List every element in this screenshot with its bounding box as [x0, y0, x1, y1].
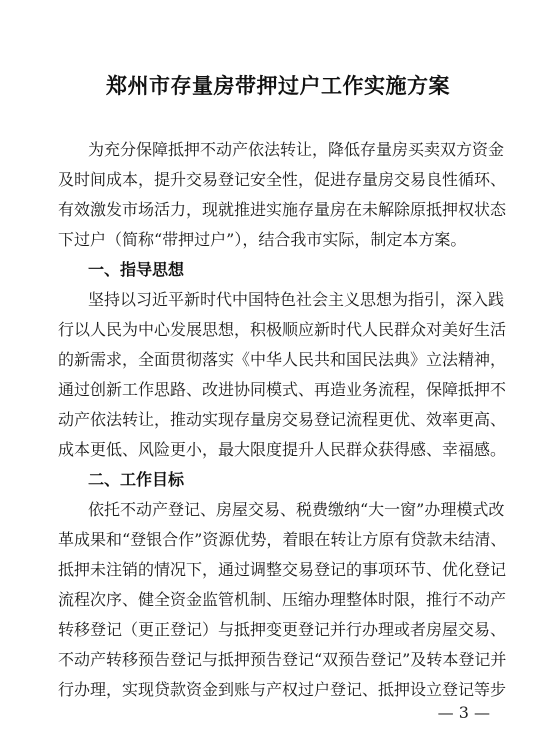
document-title: 郑州市存量房带押过户工作实施方案	[106, 73, 450, 98]
section2-line-7: 行办理，实现贷款资金到账与产权过户登记、抵押设立登记等步	[58, 680, 507, 699]
intro-line-2: 及时间成本，提升交易登记安全性，促进存量房交易良性循环、	[58, 170, 507, 189]
section2-line-6: 不动产转移预告登记与抵押预告登记“双预告登记”及转本登记并	[58, 650, 507, 669]
section2-line-3: 抵押未注销的情况下，通过调整交易登记的事项环节、优化登记	[58, 560, 507, 579]
section2-line-5: 转移登记（更正登记）与抵押变更登记并行办理或者房屋交易、	[58, 620, 507, 639]
section1-line-1: 坚持以习近平新时代中国特色社会主义思想为指引，深入践	[88, 290, 505, 309]
intro-line-3: 有效激发市场活力，现就推进实施存量房在未解除原抵押权状态	[58, 200, 507, 219]
section1-line-3: 的新需求，全面贯彻落实《中华人民共和国民法典》立法精神，	[58, 350, 507, 369]
section1-line-6: 成本更低、风险更小，最大限度提升人民群众获得感、幸福感。	[58, 440, 507, 459]
section-heading-work-goals: 二、工作目标	[88, 470, 185, 489]
section2-line-2: 革成果和“登银合作”资源优势，着眼在转让方原有贷款未结清、	[58, 530, 507, 549]
section2-line-4: 流程次序、健全资金监管机制、压缩办理整体时限，推行不动产	[58, 590, 507, 609]
section1-line-2: 行以人民为中心发展思想，积极顺应新时代人民群众对美好生活	[58, 320, 507, 339]
section2-line-1: 依托不动产登记、房屋交易、税费缴纳“大一窗”办理模式改	[88, 500, 505, 519]
page-number: — 3 —	[437, 703, 490, 722]
section1-line-4: 通过创新工作思路、改进协同模式、再造业务流程，保障抵押不	[58, 380, 507, 399]
section1-line-5: 动产依法转让，推动实现存量房交易登记流程更优、效率更高、	[58, 410, 507, 429]
intro-line-1: 为充分保障抵押不动产依法转让，降低存量房买卖双方资金	[88, 140, 505, 159]
intro-line-4: 下过户（简称“带押过户”），结合我市实际，制定本方案。	[58, 230, 467, 249]
section-heading-guiding-ideology: 一、指导思想	[88, 260, 185, 279]
